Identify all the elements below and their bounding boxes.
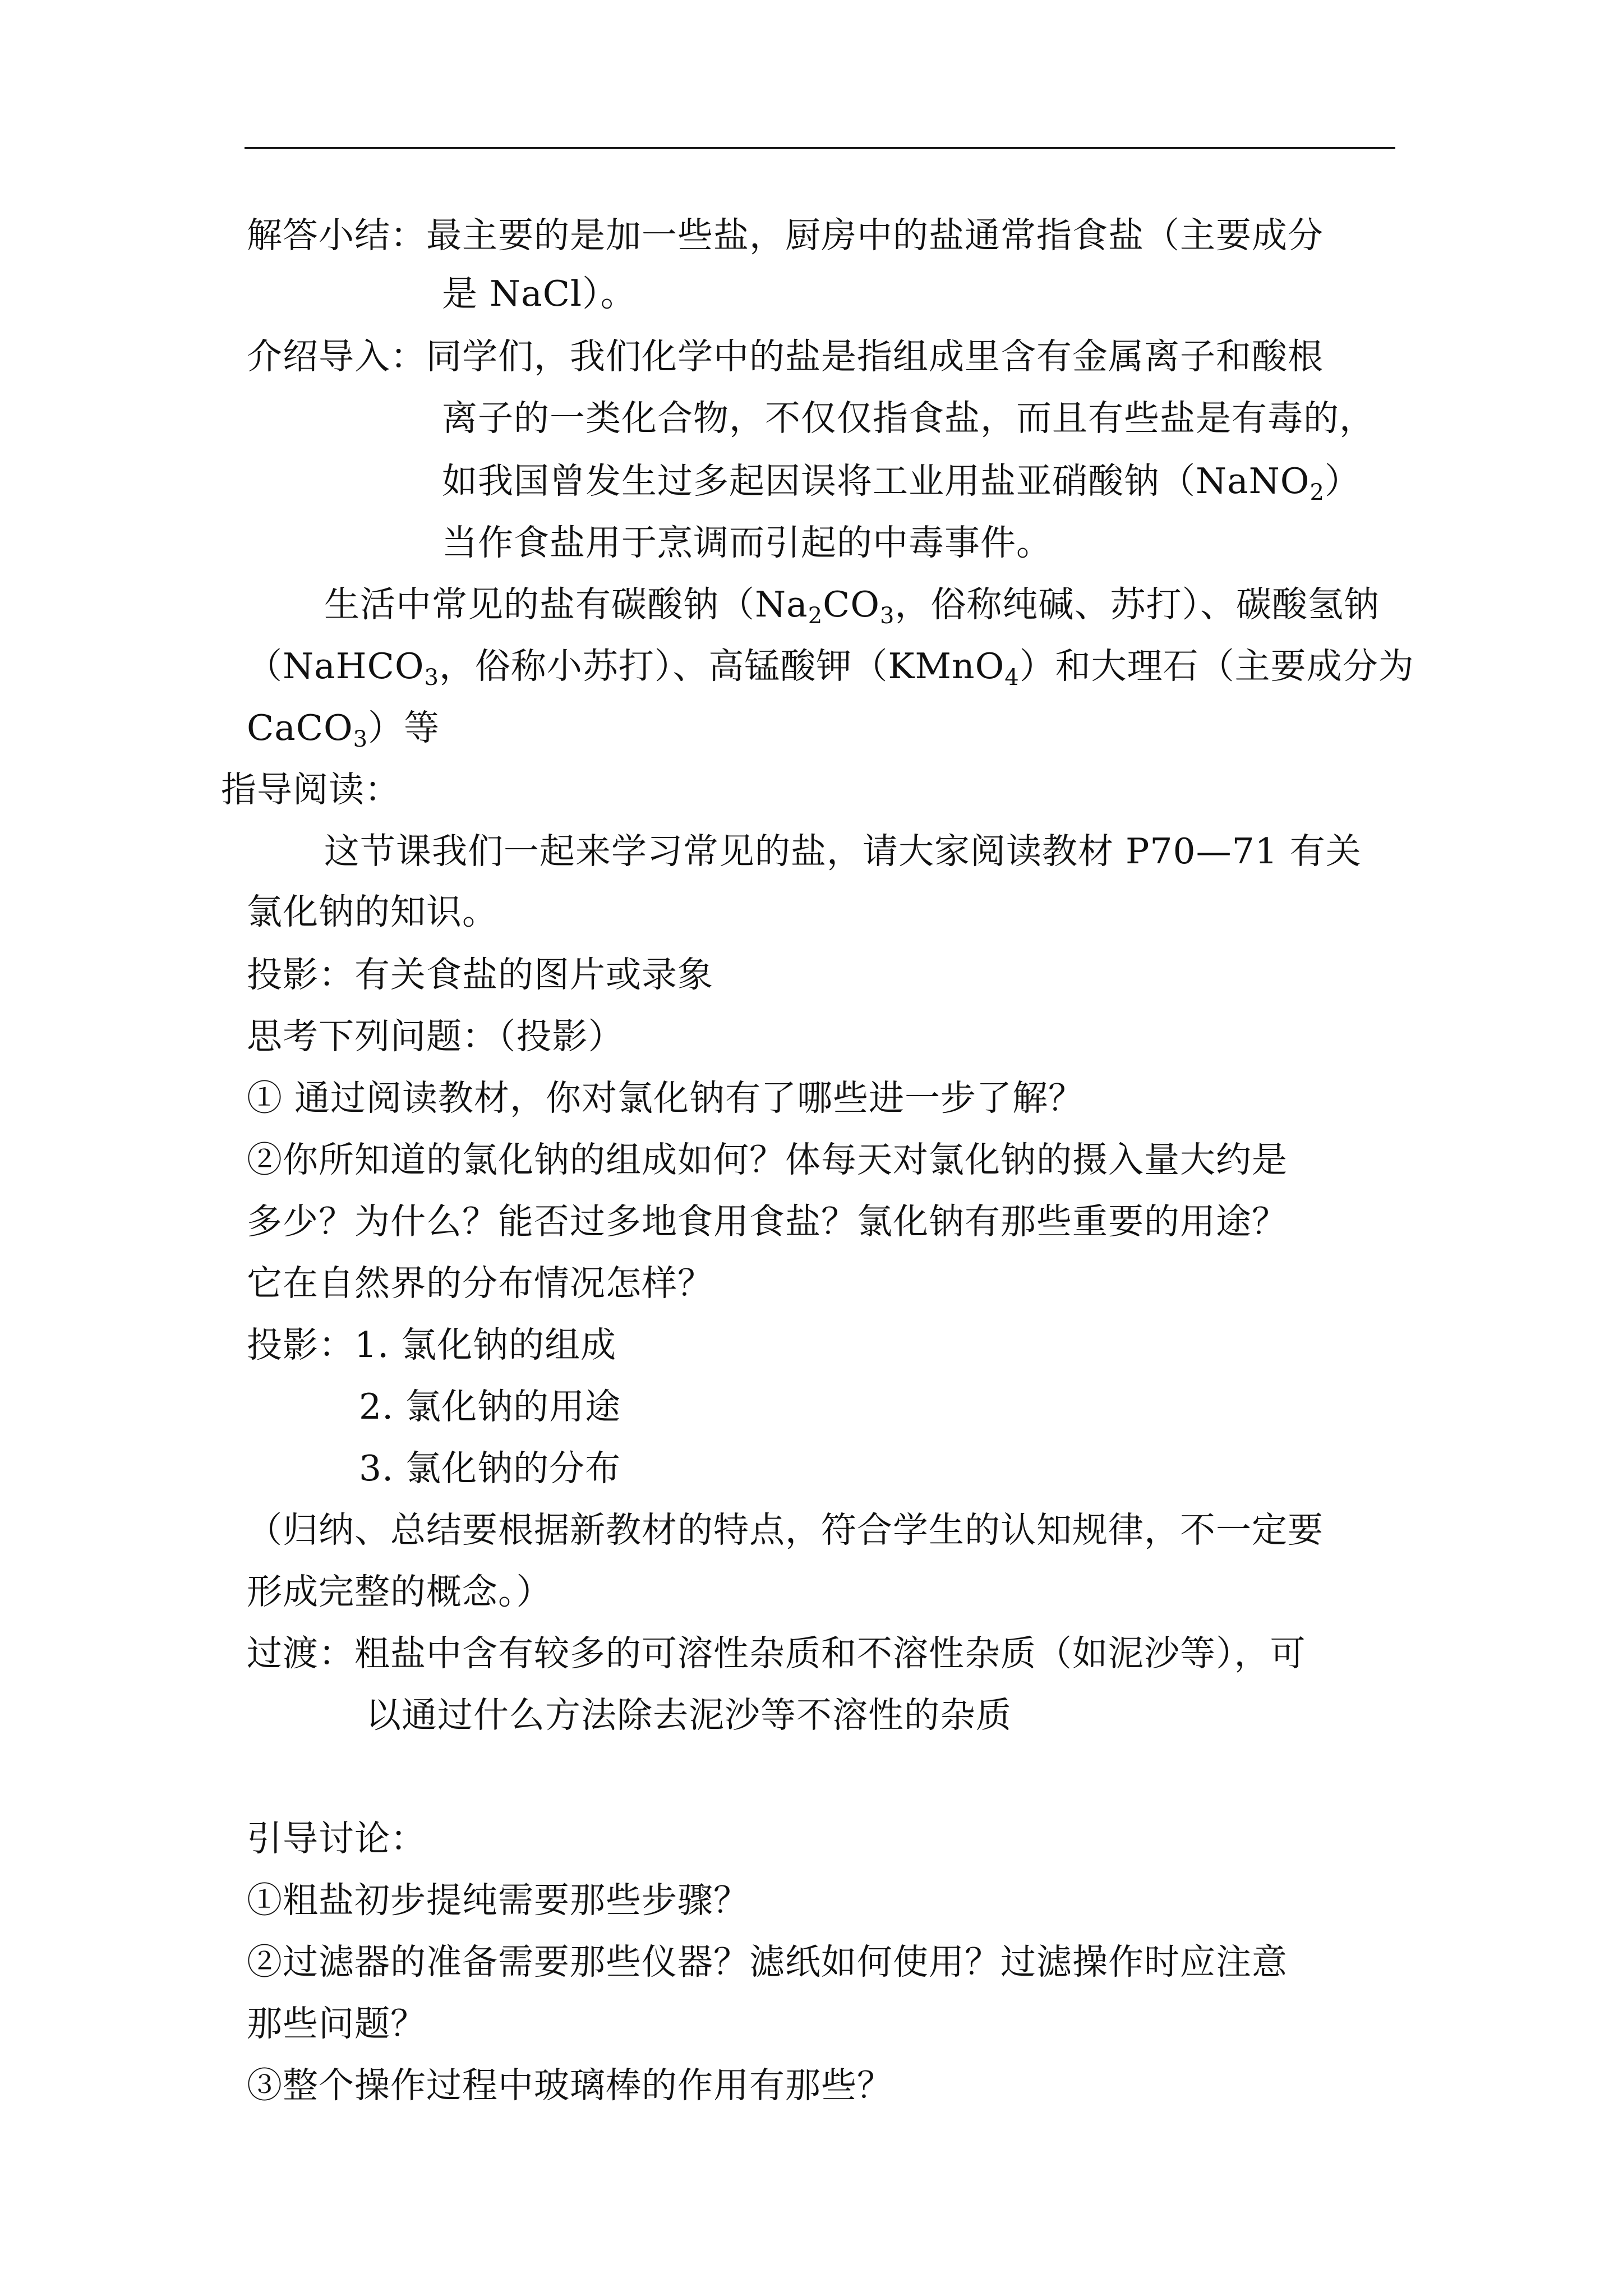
projection-item-3: 3. 氯化钠的分布 [359,1448,621,1489]
questions-heading: 思考下列问题：（投影） [247,1016,624,1057]
discussion-item-2: ②过滤器的准备需要那些仪器？滤纸如何使用？过滤操作时应注意 [247,1941,1288,1982]
header-rule [245,147,1395,149]
intro-line-cont-1: 离子的一类化合物，不仅仅指食盐，而且有些盐是有毒的， [442,398,1375,439]
discussion-item-3: ③整个操作过程中玻璃棒的作用有那些？ [247,2065,893,2106]
common-salts-line-cont-1: （NaHCO$_3$，俗称小苏打）、高锰酸钾（KMnO$_4$）和大理石（主要成分为 [247,646,1414,691]
intro-line: 介绍导入：同学们，我们化学中的盐是指组成里含有金属离子和酸根 [247,336,1324,377]
reading-line: 这节课我们一起来学习常见的盐，请大家阅读教材 P70—71 有关 [324,831,1362,872]
intro-line-cont-2: 如我国曾发生过多起因误将工业用盐亚硝酸钠（NaNO$_2$） [442,461,1361,505]
question-2-cont-2: 它在自然界的分布情况怎样？ [247,1263,713,1304]
question-2-cont-1: 多少？为什么？能否过多地食用食盐？氯化钠有那些重要的用途？ [247,1201,1288,1242]
common-salts-line-cont-2: CaCO$_3$）等 [247,707,440,752]
discussion-item-2-cont: 那些问题？ [247,2003,426,2044]
summary-answer-line-cont: 是 NaCl）。 [442,273,637,314]
intro-line-cont-3: 当作食盐用于烹调而引起的中毒事件。 [442,522,1052,563]
summary-answer-line: 解答小结：最主要的是加一些盐，厨房中的盐通常指食盐（主要成分 [247,215,1324,256]
discussion-heading: 引导讨论： [247,1818,426,1859]
common-salts-line: 生活中常见的盐有碳酸钠（$Na_2CO_3$，俗称纯碱、苏打）、碳酸氢钠 [324,584,1380,629]
summary-note-cont: 形成完整的概念。） [247,1571,552,1612]
reading-guide-heading: 指导阅读： [221,769,400,810]
reading-line-cont: 氯化钠的知识。 [247,891,498,932]
transition-line-cont: 以通过什么方法除去泥沙等不溶性的杂质 [366,1695,1012,1736]
projection-item-1: 投影：1. 氯化钠的组成 [247,1324,617,1365]
discussion-item-1: ①粗盐初步提纯需要那些步骤？ [247,1880,749,1921]
projection-item-2: 2. 氯化钠的用途 [359,1386,621,1427]
summary-note: （归纳、总结要根据新教材的特点，符合学生的认知规律，不一定要 [247,1510,1324,1550]
projection-line: 投影：有关食盐的图片或录象 [247,954,713,995]
question-2: ②你所知道的氯化钠的组成如何？体每天对氯化钠的摄入量大约是 [247,1139,1288,1180]
question-1: ① 通过阅读教材，你对氯化钠有了哪些进一步了解？ [247,1078,1085,1119]
transition-line: 过渡：粗盐中含有较多的可溶性杂质和不溶性杂质（如泥沙等），可 [247,1633,1306,1674]
